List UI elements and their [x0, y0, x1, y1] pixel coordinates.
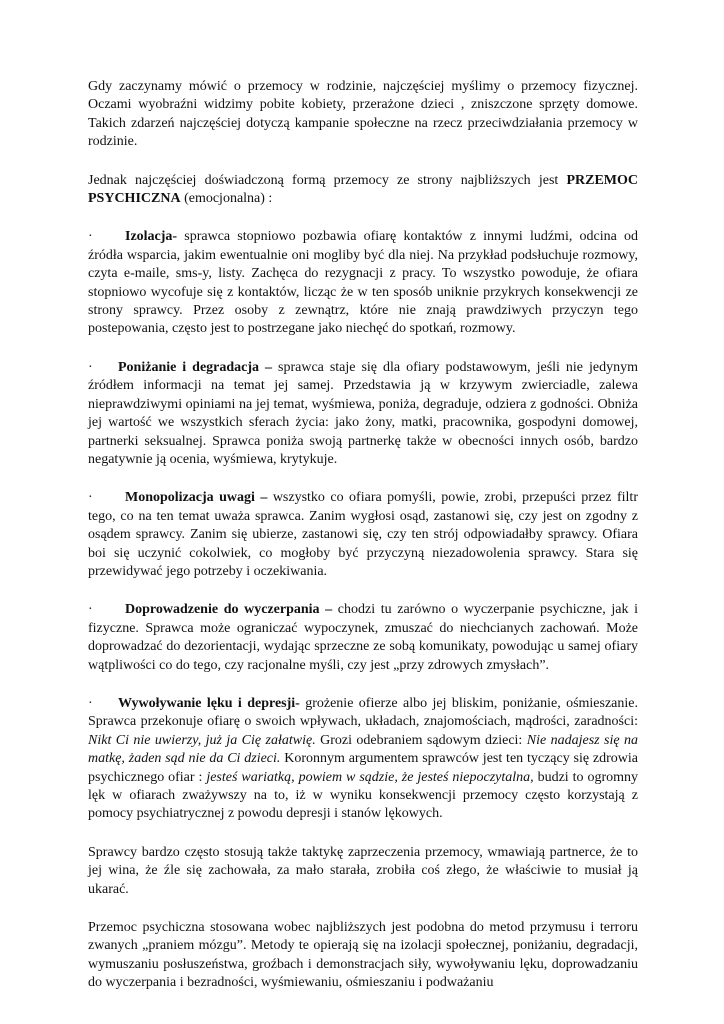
- list-item-text: budzi to ogromny lęk w ofiarach zważywszy na to, iż w wyniku konsekwencji przemocy często korzystają z pomocy psychiatrycznej z powodu depresji i stanów lękowych.: [88, 769, 639, 822]
- denial-paragraph: Sprawcy bardzo często stosują także taktykę zaprzeczenia przemocy, wmawiają partnerce, że to jej wina, że źle się zachowała, za mało starała, zrobiła coś złego, że właściwie to musiał ją ukarać.: [88, 844, 638, 897]
- list-item-title: Wywoływanie lęku i depresji-: [118, 695, 300, 711]
- psychological-violence-paragraph: [88, 172, 638, 209]
- list-item-text: wszystko co ofiara pomyśli, powie, zrobi, przepuści przez filtr tego, co na ten temat uważa sprawca. Zanim wygłosi osąd, zastanowi się, czy jest on zgodny z osądem sprawcy. Zanim się ubierze, zastanowi się, czy ten strój odpowiadałby sprawcy. Ofiara boi się uczynić cokolwiek, co mogłoby być przyczyną niezadowolenia sprawcy. Stara się przewidywać jego potrzeby i oczekiwania.: [88, 490, 638, 579]
- list-item-humiliation: [88, 359, 638, 469]
- list-item-fear-depression: [88, 695, 638, 824]
- list-item-text: sprawca staje się dla ofiary podstawowym, jeśli nie jedynym źródłem informacji na temat jej samej. Przedstawia ją w krzywym zwierciadle, zalewa nieprawdziwymi opiniami na jej temat, wyśmiewa, poniża, degraduje, odziera z godności. Obniża jej wartość we wszystkich sferach życia: jako żony, matki, pracownika, gospodyni domowej, partnerki seksualnej. Sprawca poniża swoją partnerkę także w obecności innych osób, bardzo negatywnie ją ocenia, wyśmiewa, krytykuje.: [88, 359, 638, 467]
- list-item-text: Koronnym argumentem sprawców jest ten tyczący się zdrowia psychicznego ofiar :: [88, 751, 638, 785]
- list-item-title: Poniżanie i degradacja –: [118, 359, 273, 375]
- list-item-title: Monopolizacja uwagi –: [125, 490, 268, 506]
- list-item-monopolization: [88, 489, 638, 581]
- list-item-isolation: [88, 228, 638, 338]
- bullet: ·: [88, 229, 93, 245]
- list-item-title: Izolacja-: [125, 229, 178, 245]
- list-item-exhaustion: [88, 601, 638, 675]
- quote: Nikt Ci nie uwierzy, już ja Cię załatwię.: [88, 732, 316, 748]
- list-item-text: grożenie ofierze albo jej bliskim, poniżanie, ośmieszanie. Sprawca przekonuje ofiarę o swoich wpływach, układach, znajomościach, mądrości, zaradności:: [88, 695, 639, 730]
- quote: Nie nadajesz się na matkę, żaden sąd nie da Ci dzieci.: [88, 732, 638, 767]
- quote: jesteś wariatką, powiem w sądzie, że jesteś niepoczytalna,: [206, 769, 534, 785]
- bullet: ·: [88, 490, 93, 506]
- list-item-text: sprawca stopniowo pozbawia ofiarę kontaktów z innymi ludźmi, odcina od źródła wsparcia, jakim ewentualnie oni mogliby być dla niej. Na przykład podsłuchuje rozmowy, czyta e-maile, sms-y, listy. Zachęca do rezygnacji z pracy. To wszystko powoduje, że ofiara stopniowo wycofuje się z kontaktów, licząc że w ten sposób uniknie przykrych konsekwencji ze strony sprawcy. Przez osoby z zewnątrz, które nie znają prawdziwych przyczyn tego postepowania, często jest to postrzegane jako niechęć do spotkań, rozmowy.: [88, 229, 638, 337]
- list-item-text: Grozi odebraniem sądowym dzieci:: [315, 732, 527, 748]
- text-run: (emocjonalna) :: [180, 191, 273, 207]
- bold-term: PRZEMOC PSYCHICZNA: [88, 172, 638, 207]
- list-item-title: Doprowadzenie do wyczerpania –: [125, 602, 333, 618]
- bullet: ·: [88, 602, 93, 618]
- list-item-text: chodzi tu zarówno o wyczerpanie psychiczne, jak i fizyczne. Sprawca może ograniczać wypoczynek, zmuszać do niechcianych zachowań. Może doprowadzać do dezorientacji, wydając sprzeczne ze sobą komunikaty, powodując u samej ofiary wątpliwości co do tego, czy racjonalne myśli, czy jest „przy zdrowych zmysłach”.: [88, 602, 638, 673]
- bullet: ·: [88, 695, 93, 711]
- bullet: ·: [88, 359, 93, 375]
- intro-paragraph: Gdy zaczynamy mówić o przemocy w rodzinie, najczęściej myślimy o przemocy fizycznej. Oczami wyobraźni widzimy pobite kobiety, przerażone dzieci , zniszczone sprzęty domowe. Takich zdarzeń najczęściej dotyczą kampanie społeczne na rzecz przeciwdziałania przemocy w rodzinie.: [88, 79, 638, 150]
- text-run: Jednak najczęściej doświadczoną formą przemocy ze strony najbliższych jest: [88, 172, 567, 188]
- brainwashing-paragraph: Przemoc psychiczna stosowana wobec najbliższych jest podobna do metod przymusu i terroru zwanych „praniem mózgu”. Metody te opierają się na izolacji społecznej, poniżaniu, degradacji, wymuszaniu posłuszeństwa, groźbach i demonstracjach siły, wywoływaniu lęku, doprowadzaniu do wyczerpania i bezradności, wyśmiewaniu, ośmieszaniu i podważaniu: [88, 920, 638, 991]
